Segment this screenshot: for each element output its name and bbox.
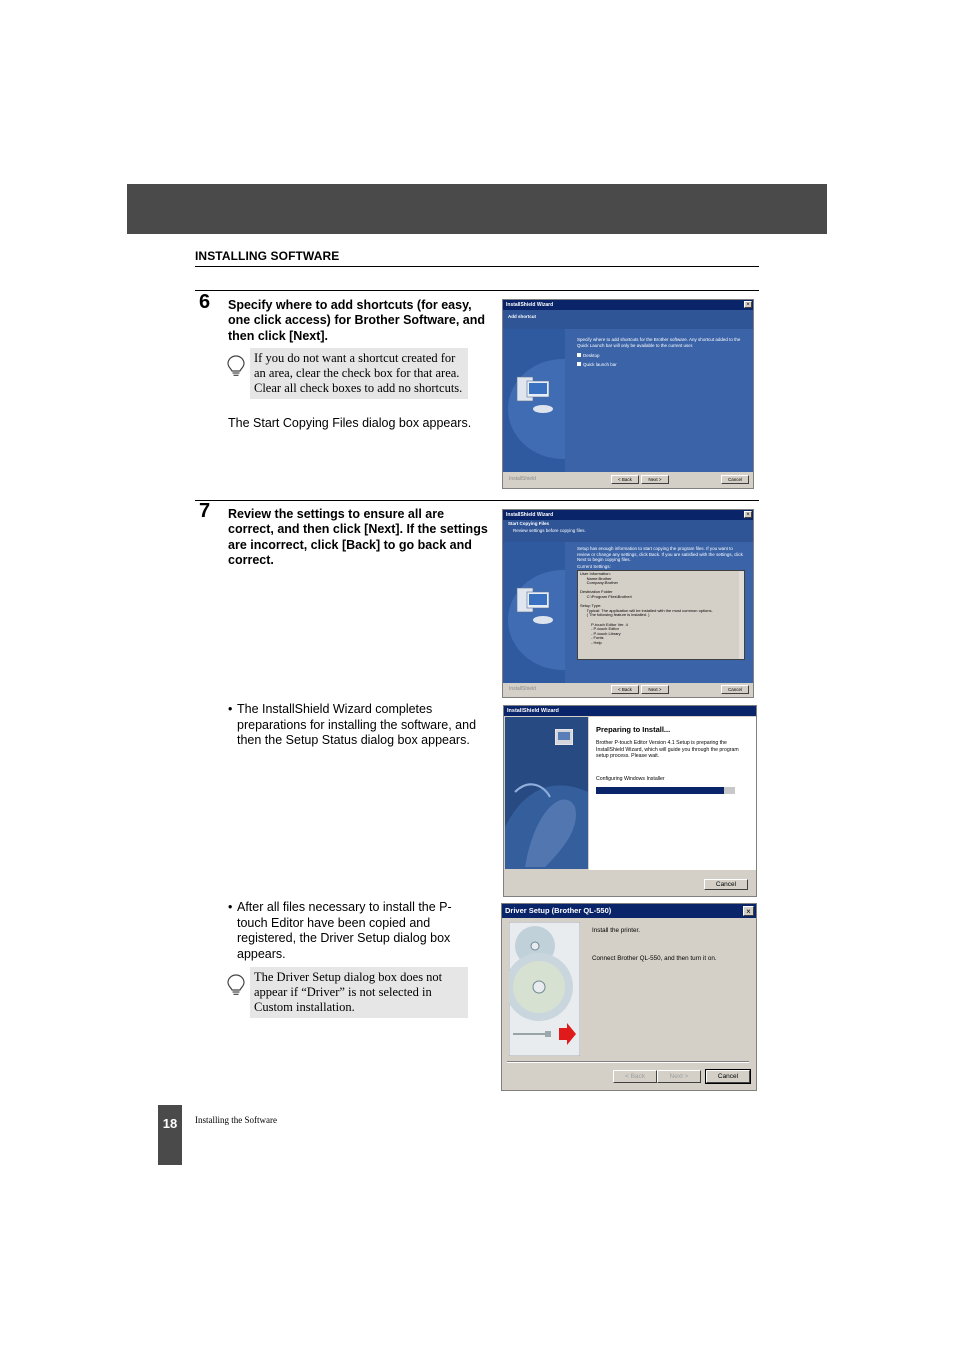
footer-text: Installing the Software — [195, 1115, 277, 1125]
result-text: The Start Copying Files dialog box appears. — [228, 416, 472, 430]
header-rule — [195, 266, 759, 267]
tip-note: The Driver Setup dialog box does not appear if “Driver” is not selected in Custom installation. — [250, 967, 468, 1018]
next-button[interactable]: Next > — [641, 685, 669, 694]
settings-line: - P-touch Library — [580, 630, 621, 636]
dialog-description: Specify where to add shortcuts for the Brother software. Any shortcut added to the Quick Launch bar will only be available to the current user. — [577, 337, 741, 348]
settings-line: C:\Program Files\Brother\ — [580, 593, 633, 599]
settings-line: - Help — [580, 639, 602, 645]
close-icon[interactable]: × — [743, 906, 754, 916]
checkbox-label: Desktop — [583, 353, 600, 358]
dialog-subheading: Review settings before copying files. — [513, 528, 586, 533]
settings-line: - Fonts — [580, 635, 604, 641]
bullet-dot: • — [228, 702, 233, 716]
header-band — [127, 184, 827, 234]
settings-line: Typical: The application will be installed with the most common options. — [580, 607, 713, 613]
cancel-button[interactable]: Cancel — [704, 879, 748, 890]
start-copying-files-dialog — [502, 509, 754, 698]
tip-bulb-icon — [226, 354, 246, 378]
dialog-heading: Add shortcut — [508, 314, 536, 319]
dialog-title: Driver Setup (Brother QL-550) — [502, 904, 756, 918]
settings-line: ( The following feature is installed. ) — [580, 612, 650, 618]
tip-note: If you do not want a shortcut created for an area, clear the check box for that area. Clear all check boxes to add no shortcuts. — [250, 348, 468, 399]
dialog-title: InstallShield Wizard — [503, 510, 753, 520]
settings-line: Name:Brother — [580, 575, 612, 581]
step-instruction: Specify where to add shortcuts (for easy, one click access) for Brother Software, and then click [Next]. — [228, 298, 486, 343]
cancel-button[interactable]: Cancel — [721, 475, 749, 484]
preparing-install-dialog — [503, 705, 757, 897]
dialog-description: Setup has enough information to start copying the program files. If you want to review or change any settings, click Back. If you are satisfied with the settings, click Next to begin copying files. — [577, 546, 743, 562]
dialog-divider — [507, 1061, 749, 1063]
bullet-text: The InstallShield Wizard completes preparations for installing the software, and then the Setup Status dialog box appears. — [237, 702, 477, 747]
driver-line2: Connect Brother QL-550, and then turn it on. — [592, 955, 717, 962]
progress-fill — [596, 787, 724, 794]
wizard-art — [505, 717, 588, 869]
settings-line: User Information: — [580, 571, 611, 576]
driver-setup-dialog — [501, 903, 757, 1091]
bullet-item — [228, 702, 488, 749]
back-button[interactable]: < Back — [611, 475, 639, 484]
close-icon[interactable]: × — [744, 301, 752, 308]
next-button[interactable]: Next > — [641, 475, 669, 484]
wizard-art — [503, 329, 565, 472]
installshield-brand: InstallShield — [509, 476, 536, 482]
back-button[interactable]: < Back — [613, 1070, 657, 1083]
dialog-title: InstallShield Wizard — [503, 300, 753, 310]
step7-rule — [195, 500, 759, 501]
step-number: 7 — [199, 500, 211, 522]
prep-text: Brother P-touch Editor Version 4.1 Setup is preparing the InstallShield Wizard, which will guide you through the program setup process. Please wait. — [596, 740, 739, 759]
settings-textbox[interactable] — [577, 570, 745, 660]
status-text: Configuring Windows Installer — [596, 776, 665, 782]
cancel-button[interactable]: Cancel — [706, 1070, 750, 1083]
wizard-art — [503, 542, 565, 683]
cancel-button[interactable]: Cancel — [721, 685, 749, 694]
quick-launch-checkbox[interactable] — [577, 362, 617, 368]
next-button[interactable]: Next > — [657, 1070, 701, 1083]
dialog-heading: Preparing to Install... — [596, 725, 671, 734]
add-shortcut-dialog — [502, 299, 754, 489]
step-number: 6 — [199, 291, 211, 313]
settings-line: P-touch Editor Ver. 4 — [580, 621, 628, 627]
bullet-text: After all files necessary to install the P-touch Editor have been copied and registered, the Driver Setup dialog box appears. — [237, 900, 452, 961]
scrollbar[interactable] — [739, 571, 744, 659]
cd-art — [509, 922, 580, 1056]
checkbox-label: Quick launch bar — [583, 362, 617, 367]
settings-line: - P-touch Editor — [580, 626, 619, 632]
desktop-checkbox[interactable] — [577, 353, 600, 359]
computer-icon — [555, 729, 573, 745]
step6-rule — [195, 290, 759, 291]
dialog-heading: Start Copying Files — [508, 521, 550, 526]
current-settings-label: Current Settings: — [577, 564, 611, 569]
dialog-title: InstallShield Wizard — [504, 706, 756, 716]
settings-line: Destination Folder — [580, 589, 613, 595]
page-number: 18 — [158, 1105, 182, 1165]
bullet-item — [228, 900, 480, 962]
tip-bulb-icon — [226, 973, 246, 997]
step-instruction: Review the settings to ensure all are correct, and then click [Next]. If the settings are incorrect, click [Back] to go back and correct. — [228, 507, 488, 567]
installshield-brand: InstallShield — [509, 686, 536, 692]
settings-line: Setup Type: — [580, 603, 602, 609]
close-icon[interactable]: × — [744, 511, 752, 518]
section-title: INSTALLING SOFTWARE — [195, 249, 340, 263]
bullet-dot: • — [228, 900, 233, 914]
driver-line1: Install the printer. — [592, 927, 640, 934]
progress-bar — [596, 787, 735, 794]
settings-line: Company:Brother — [580, 580, 619, 586]
back-button[interactable]: < Back — [611, 685, 639, 694]
